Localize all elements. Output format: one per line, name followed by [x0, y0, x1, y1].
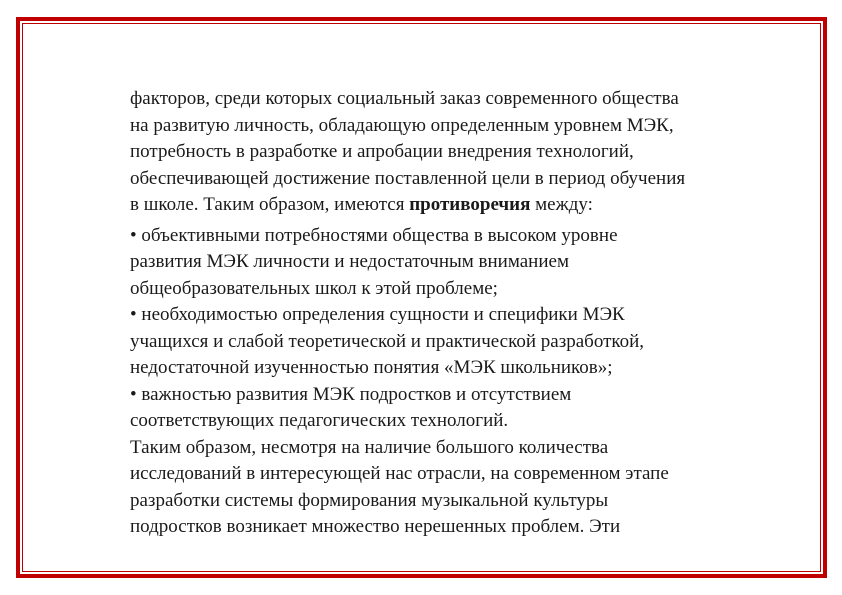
intro-paragraph [130, 86, 770, 219]
text-line: Таким образом, несмотря на наличие большого количества [130, 436, 609, 458]
text-line: • объективными потребностями общества в высоком уровне [130, 224, 618, 246]
text-line: факторов, среди которых социальный заказ современного общества [130, 88, 679, 109]
text-line: развития МЭК личности и недостаточным вниманием [130, 251, 569, 272]
text-line: подростков возникает множество нерешенных проблем. Эти [130, 516, 621, 537]
slide-text [130, 86, 770, 541]
text-line: соответствующих педагогических технологий. [130, 410, 509, 431]
text-line: на развитую личность, обладающую определенным уровнем МЭК, [130, 114, 674, 136]
bullet-item-1 [130, 223, 770, 303]
conclusion-paragraph [130, 435, 770, 541]
text-line: обеспечивающей достижение поставленной цели в период обучения [130, 167, 686, 189]
text-line: недостаточной изученностью понятия «МЭК школьников»; [130, 357, 613, 378]
text-line: общеобразовательных школ к этой проблеме; [130, 277, 498, 299]
text-line: разработки системы формирования музыкальной культуры [130, 489, 609, 511]
text-line: исследований в интересующей нас отрасли, на современном этапе [130, 463, 669, 484]
text-line: учащихся и слабой теоретической и практической разработкой, [130, 330, 645, 352]
text-span: между: [530, 194, 593, 215]
text-line [130, 192, 770, 219]
text-line: • необходимостью определения сущности и специфики МЭК [130, 304, 625, 325]
emphasis-text: противоречия [409, 194, 531, 215]
text-line: • важностью развития МЭК подростков и отсутствием [130, 383, 572, 405]
bullet-item-2 [130, 302, 770, 382]
text-span: в школе. Таким образом, имеются [130, 194, 410, 215]
bullet-item-3 [130, 382, 770, 435]
text-line: потребность в разработке и апробации внедрения технологий, [130, 141, 634, 162]
